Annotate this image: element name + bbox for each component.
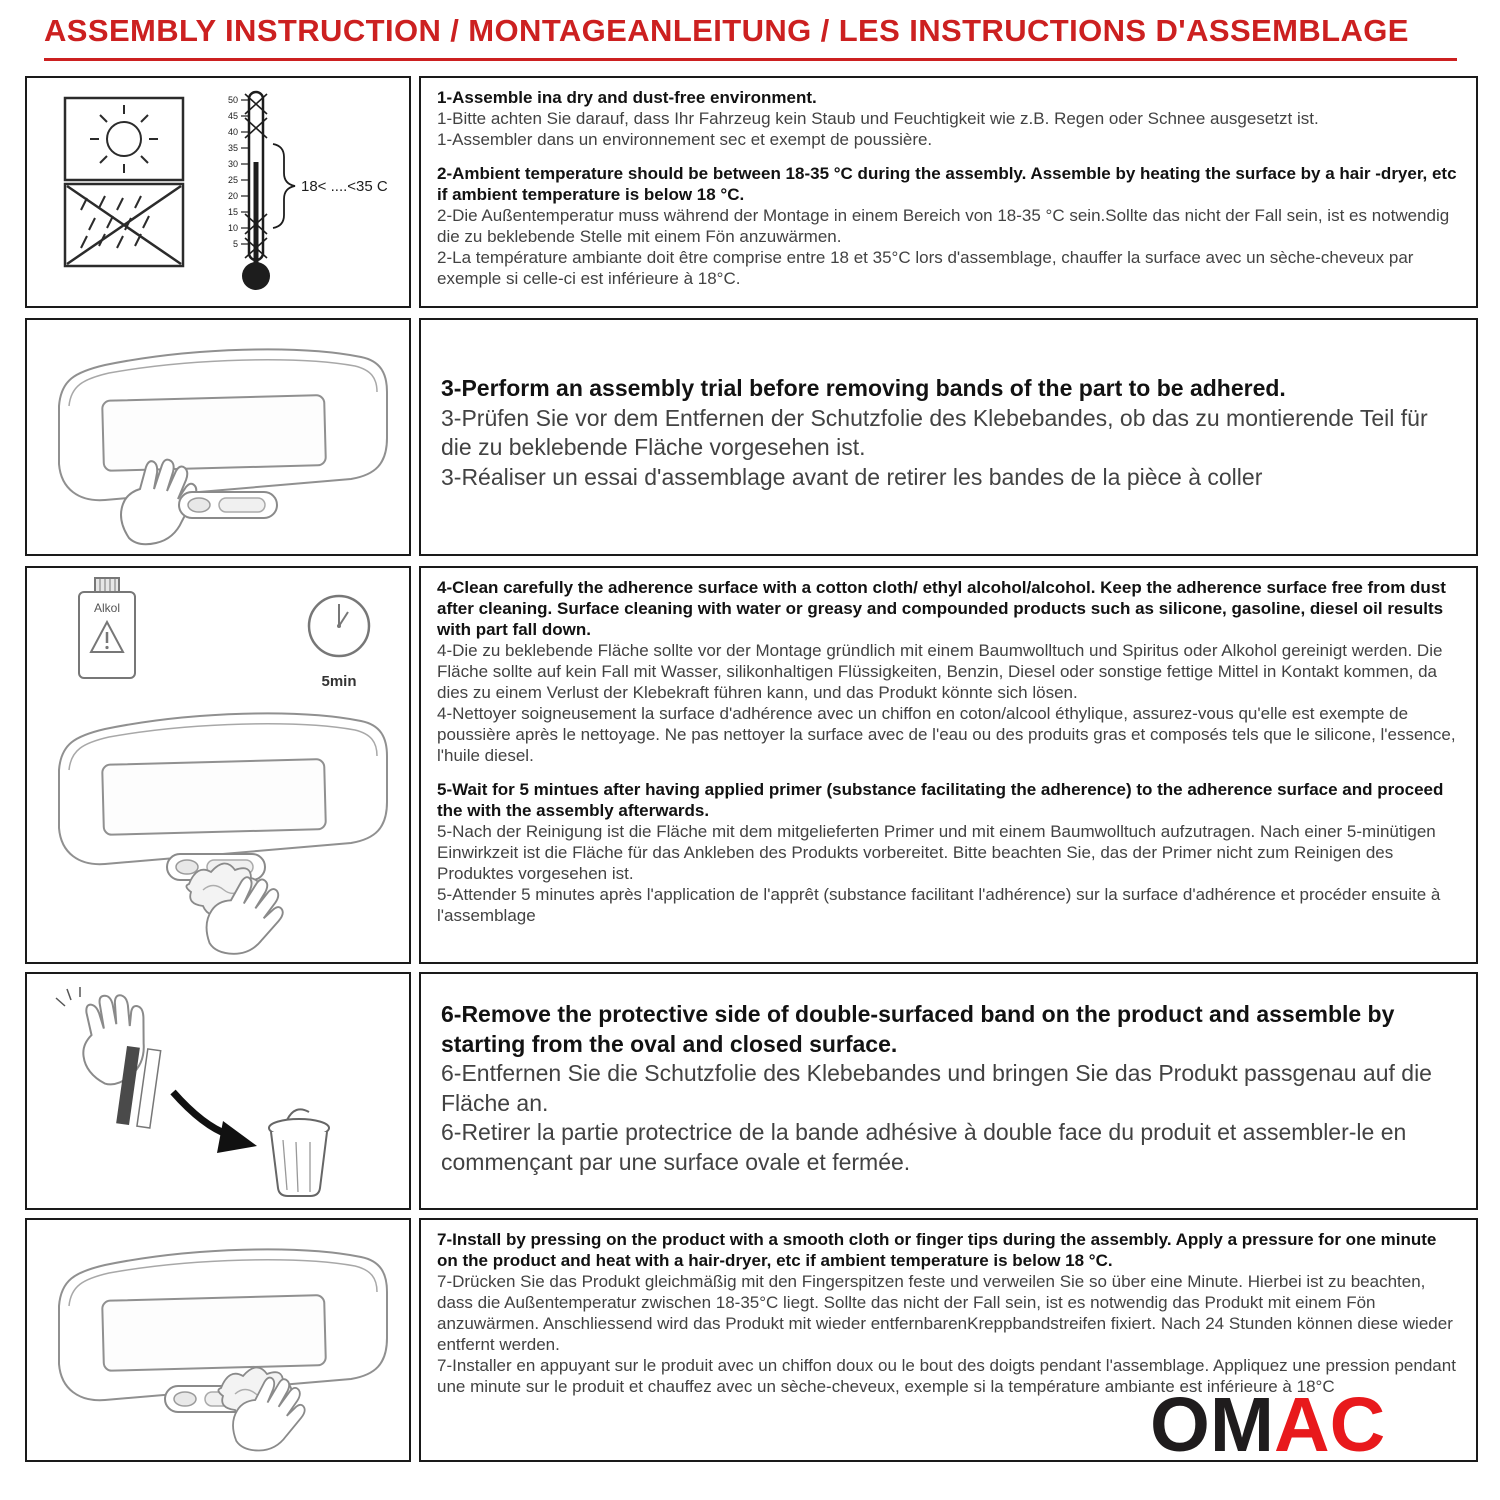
- step-4-fr: 4-Nettoyer soigneusement la surface d'adhérence avec un chiffon en coton/alcool éthylique, assurez-vous qu'elle est exempte de poussière après le nettoyage. Ne pas nettoyer la surface avec de l'eau ou des produits gras et composés tels que le silicone, l'essence, l'huile diesel.: [437, 704, 1456, 765]
- svg-text:40: 40: [227, 127, 238, 137]
- thermometer-scale: [228, 95, 238, 249]
- band-removal-illustration: [27, 974, 411, 1208]
- step-3-de: 3-Prüfen Sie vor dem Entfernen der Schutzfolie des Klebebandes, ob das zu montierende Teil für die zu beklebende Fläche vorgesehen ist.: [441, 404, 1428, 460]
- pressing-illustration: [27, 1220, 411, 1460]
- svg-text:50: 50: [227, 95, 238, 105]
- step-3-en: 3-Perform an assembly trial before removing bands of the part to be adhered.: [441, 375, 1286, 401]
- step-7-fr: 7-Installer en appuyant sur le produit avec un chiffon doux ou le bout des doigts pendant l'assemblage. Appliquez une pression pendant une minute sur le produit et chauffez avec un sèche-cheveux, exemple si la température ambiante est inférieure à 18°C: [437, 1356, 1456, 1396]
- logo-red-letters: AC: [1274, 1382, 1386, 1468]
- step-6-en: 6-Remove the protective side of double-surfaced band on the product and assemble by starting from the oval and closed surface.: [441, 1001, 1395, 1057]
- instructions-step-1-2-panel: [419, 76, 1478, 308]
- environment-illustration: [27, 78, 411, 306]
- svg-text:15: 15: [227, 207, 238, 217]
- assembly-trial-illustration: [27, 320, 411, 554]
- svg-text:10: 10: [227, 223, 238, 233]
- step-5-fr: 5-Attender 5 minutes après l'application de l'apprêt (substance facilitant l'adhérence) sur la surface d'adhérence et procéder ensuite à l'assemblage: [437, 885, 1441, 925]
- step-1-en: 1-Assemble ina dry and dust-free environment.: [437, 88, 817, 107]
- wait-duration-label: 5min: [321, 673, 357, 690]
- step-6-fr: 6-Retirer la partie protectrice de la bande adhésive à double face du produit et assembler-le en commençant par une surface ovale et fermée.: [441, 1119, 1407, 1175]
- trunk-part-illustration: [59, 349, 387, 500]
- step-2-en: 2-Ambient temperature should be between 18-35 °C during the assembly. Assemble by heating the surface by a hair -dryer, etc if ambient temperature is below 18 °C.: [437, 164, 1457, 204]
- peeling-spark-icon: [56, 987, 80, 1006]
- svg-text:20: 20: [227, 191, 238, 201]
- step-6-de: 6-Entfernen Sie die Schutzfolie des Klebebandes und bringen Sie das Produkt passgenau auf die Fläche an.: [441, 1060, 1432, 1116]
- trunk-part-illustration: [59, 713, 387, 864]
- thermometer-icon: [228, 92, 270, 290]
- omac-logo: [1150, 1381, 1385, 1470]
- step-7-en: 7-Install by pressing on the product with a smooth cloth or finger tips during the assembly. Apply a pressure for one minute on the product and heat with a hair-dryer, etc if ambient temperature is below 18 °C.: [437, 1230, 1437, 1270]
- step-2-de: 2-Die Außentemperatur muss während der Montage in einem Bereich von 18-35 °C sein.Sollte das nicht der Fall sein, ist es notwendig die zu beklebende Stelle mit einem Fön anzuwärmen.: [437, 206, 1450, 246]
- temperature-range-label: 18< ....<35 C: [301, 178, 388, 195]
- handle-trim-icon: [179, 492, 277, 518]
- arrow-icon: [173, 1092, 257, 1153]
- svg-text:25: 25: [227, 175, 238, 185]
- svg-text:30: 30: [227, 159, 238, 169]
- step-5-de: 5-Nach der Reinigung ist die Fläche mit dem mitgelieferten Primer und mit einem Baumwolltuch aufzutragen. Nach einer 5-minütigen Einwirkzeit ist die Fläche für das Ankleben des Produkts vorbereitet. Bitte beachten Sie, das der Primer nicht zum Reinigen des Produktes vorgesehen ist.: [437, 822, 1436, 883]
- step-4-de: 4-Die zu beklebende Fläche sollte vor der Montage gründlich mit einem Baumwolltuch und Spiritus oder Alkohol gereinigt werden. Die Fläche sollte auf kein Fall mit Wasser, silikonhaltigen Flüssigkeiten, Benzin, Diesel oder sonstige fettige Mittel in Kontakt kommen, da dies zu einem Verlust der Klebekraft führen kann, und das Produkt könnte sich lösen.: [437, 641, 1443, 702]
- clock-icon: [309, 596, 369, 656]
- svg-text:5: 5: [232, 239, 238, 249]
- step-1-de: 1-Bitte achten Sie darauf, dass Ihr Fahrzeug kein Staub und Feuchtigkeit wie z.B. Regen oder Schnee ausgesetzt ist.: [437, 109, 1319, 128]
- title-underline: [44, 58, 1457, 61]
- instructions-step-4-5-panel: [419, 566, 1478, 964]
- logo-black-letters: OM: [1150, 1382, 1275, 1468]
- svg-text:35: 35: [227, 143, 238, 153]
- trash-can-icon: [269, 1109, 329, 1196]
- page-title: ASSEMBLY INSTRUCTION / MONTAGEANLEITUNG / LES INSTRUCTIONS D'ASSEMBLAGE: [44, 13, 1409, 48]
- step-5-en: 5-Wait for 5 mintues after having applied primer (substance facilitating the adherence) to the adherence surface and proceed the with the assembly afterwards.: [437, 780, 1444, 820]
- step-3-fr: 3-Réaliser un essai d'assemblage avant de retirer les bandes de la pièce à coller: [441, 463, 1263, 490]
- step-4-en: 4-Clean carefully the adherence surface with a cotton cloth/ ethyl alcohol/alcohol. Keep the adherence surface free from dust after cleaning. Surface cleaning with water or greasy and compounded products such as silicone, gasoline, diesel oil results with part fall down.: [437, 578, 1446, 639]
- illustration-panel-cleaning: [25, 566, 411, 964]
- instructions-step-3-panel: [419, 318, 1478, 556]
- step-7-de: 7-Drücken Sie das Produkt gleichmäßig mit den Fingerspitzen feste und verweilen Sie so über eine Minute. Hierbei ist zu beachten, dass die Außentemperatur zwischen 18-35°C liegt. Sollte das nicht der Fall sein, ist es notwendig das Produkt mit einem Fön anzuwärmen. Anschliessend wird das Produkt mit wieder entfernbarenKreppbandstreifen fixiert. Nach 24 Stunden können diese wieder entfernt werden.: [437, 1272, 1453, 1354]
- sun-icon: [65, 98, 183, 180]
- range-bracket: [273, 144, 295, 228]
- step-1-fr: 1-Assembler dans un environnement sec et exempt de poussière.: [437, 130, 933, 149]
- step-2-fr: 2-La température ambiante doit être comprise entre 18 et 35°C lors d'assemblage, chauffer la surface avec un sèche-cheveux par exemple si celle-ci est inférieure à 18°C.: [437, 248, 1414, 288]
- instructions-step-6-panel: [419, 972, 1478, 1210]
- alcohol-bottle-icon: [79, 578, 135, 678]
- svg-text:45: 45: [227, 111, 238, 121]
- illustration-panel-pressing: [25, 1218, 411, 1462]
- bottle-label: Alkol: [93, 601, 121, 615]
- illustration-panel-environment: [25, 76, 411, 308]
- trunk-part-illustration: [59, 1249, 387, 1400]
- illustration-panel-band-removal: [25, 972, 411, 1210]
- no-rain-icon: [65, 184, 183, 266]
- illustration-panel-trial: [25, 318, 411, 556]
- cleaning-illustration: [27, 568, 411, 962]
